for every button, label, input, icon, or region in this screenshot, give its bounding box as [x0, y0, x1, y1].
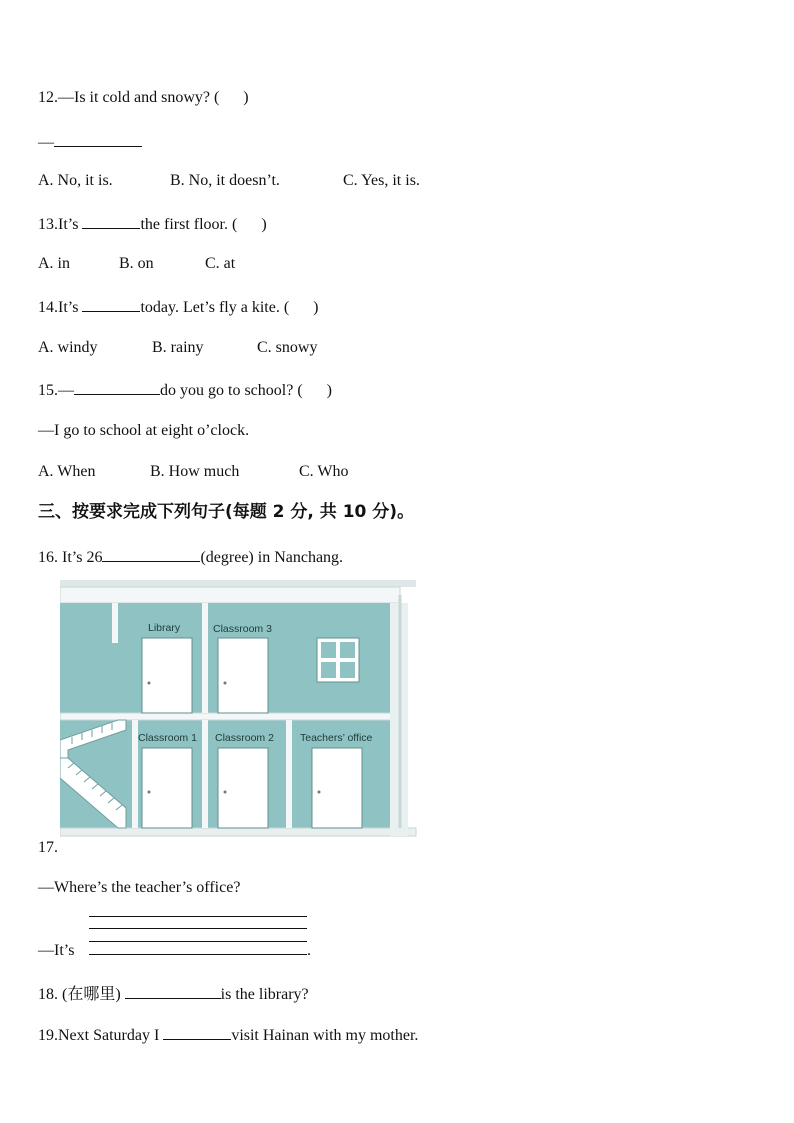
door-knob: [148, 791, 151, 794]
floor-slab: [60, 713, 400, 720]
door-knob: [148, 682, 151, 685]
answer-line-2: [89, 928, 307, 929]
q18-before: 18. (在哪里): [38, 986, 125, 1003]
label-classroom-1: Classroom 1: [138, 732, 197, 744]
q15-answer: —I go to school at eight o’clock.: [38, 422, 250, 439]
window-pane: [321, 642, 336, 658]
teachers-office-door: [312, 748, 362, 828]
q13-before: 13.It’s: [38, 216, 83, 233]
q16-question: [38, 546, 343, 568]
upper-divider: [202, 603, 208, 713]
door-knob: [224, 791, 227, 794]
q18-after: is the library?: [220, 986, 309, 1003]
q15-blank: [74, 379, 160, 395]
door-knob: [224, 682, 227, 685]
q12-option-a: A. No, it is.: [38, 172, 113, 189]
q15-after: do you go to school? ( ): [160, 382, 332, 399]
lower-divider-2: [202, 720, 208, 828]
q15-before: 15.—: [38, 382, 74, 399]
q13-option-a: A. in: [38, 255, 70, 272]
answer-blank: [54, 131, 142, 147]
classroom2-door: [218, 748, 268, 828]
answer-line-1: [89, 916, 307, 917]
window-pane: [340, 642, 355, 658]
roof-trim: [60, 580, 416, 587]
q15-option-c: C. Who: [299, 463, 349, 480]
q19-question: [38, 1024, 418, 1046]
q15-question: [38, 379, 332, 401]
lower-divider-3: [286, 720, 292, 828]
school-building-picture: [60, 580, 418, 850]
q15-option-b: B. How much: [150, 463, 240, 480]
q14-after: today. Let’s fly a kite. ( ): [140, 299, 319, 316]
q17-answer-end: .: [307, 942, 311, 959]
q18-blank: [125, 983, 221, 999]
q17-question: —Where’s the teacher’s office?: [38, 879, 241, 896]
label-library: Library: [148, 622, 181, 634]
answer-line-4: [89, 954, 307, 955]
q12-option-c: C. Yes, it is.: [343, 172, 420, 189]
q13-option-b: B. on: [119, 255, 154, 272]
q16-blank: [102, 546, 200, 562]
q13-blank: [82, 213, 140, 229]
label-classroom-3: Classroom 3: [213, 623, 272, 635]
q14-blank: [82, 296, 140, 312]
q14-option-a: A. windy: [38, 339, 98, 356]
dash: —: [38, 134, 54, 151]
library-door: [142, 638, 192, 713]
window-pane: [340, 662, 355, 678]
q16-after: (degree) in Nanchang.: [200, 549, 344, 566]
classroom1-door: [142, 748, 192, 828]
q17-number: 17.: [38, 839, 58, 856]
answer-line-3: [89, 941, 307, 942]
label-teachers-office: Teachers’ office: [300, 732, 373, 744]
q13-after: the first floor. ( ): [140, 216, 267, 233]
q19-before: 19.Next Saturday I: [38, 1027, 164, 1044]
q16-before: 16. It’s 26: [38, 549, 103, 566]
q19-blank: [163, 1024, 231, 1040]
q12-option-b: B. No, it doesn’t.: [170, 172, 280, 189]
q19-after: visit Hainan with my mother.: [231, 1027, 419, 1044]
q14-option-c: C. snowy: [257, 339, 318, 356]
classroom3-door: [218, 638, 268, 713]
door-knob: [318, 791, 321, 794]
window-pane: [321, 662, 336, 678]
q12-question: 12.—Is it cold and snowy? ( ): [38, 89, 249, 106]
upper-divider-stub: [112, 603, 118, 643]
section-heading: 三、按要求完成下列句子(每题 2 分, 共 10 分)。: [38, 502, 415, 522]
label-classroom-2: Classroom 2: [215, 732, 274, 744]
roof-ledge: [60, 587, 400, 603]
q18-question: [38, 983, 309, 1005]
q14-question: [38, 296, 318, 318]
q12-answer-line: [38, 131, 142, 153]
q14-option-b: B. rainy: [152, 339, 204, 356]
q15-option-a: A. When: [38, 463, 96, 480]
q14-before: 14.It’s: [38, 299, 83, 316]
q17-answer-start: —It’s: [38, 942, 75, 959]
q13-question: [38, 213, 267, 235]
q13-option-c: C. at: [205, 255, 236, 272]
ground-strip: [60, 828, 416, 836]
